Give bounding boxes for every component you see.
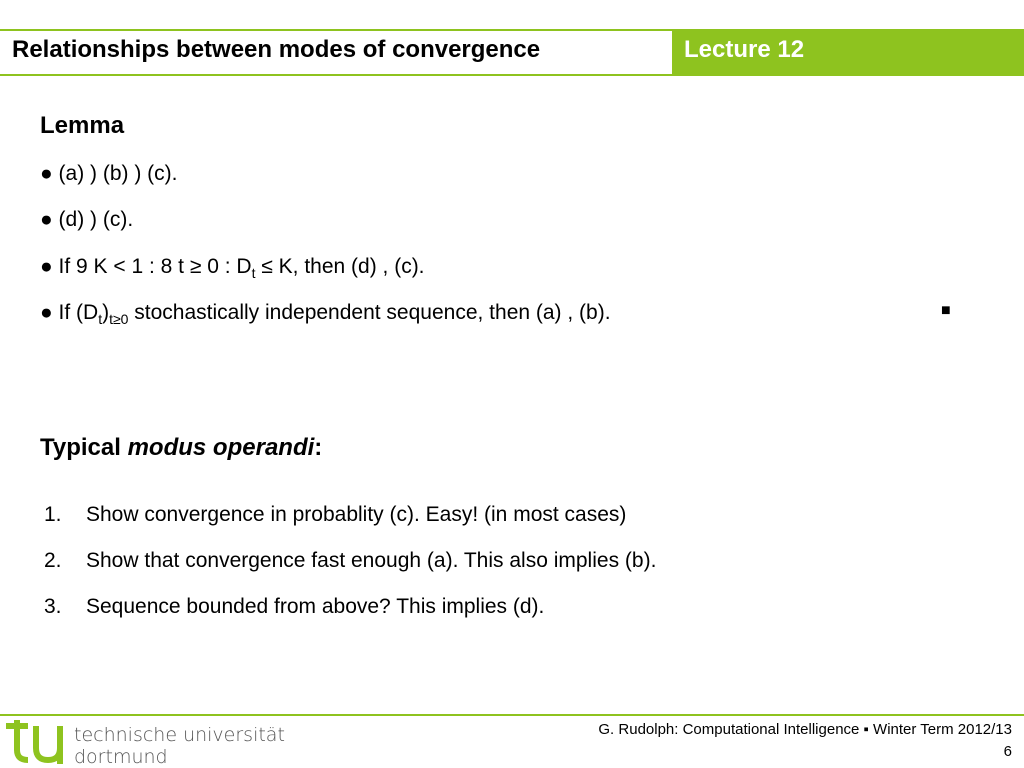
footer-divider (0, 714, 1024, 716)
qed-square-icon: ■ (941, 302, 951, 319)
university-name (74, 724, 285, 768)
bullet-text: ● If (D (40, 301, 99, 324)
bullet-text: ) (102, 301, 110, 324)
step-text: Show that convergence fast enough (a). This also implies (b). (86, 549, 657, 572)
bullet-text: ≤ K, then (d) , (c). (255, 255, 425, 278)
footer-credit: G. Rudolph: Computational Intelligence ▪ Winter Term 2012/13 (598, 721, 1012, 738)
lemma-bullet (40, 255, 425, 281)
subscript: t≥0 (109, 311, 129, 327)
step-text: Sequence bounded from above? This implies (d). (86, 595, 545, 618)
lecture-label: Lecture 12 (684, 36, 805, 63)
lemma-bullet (40, 301, 611, 327)
slide-title: Relationships between modes of convergence (12, 36, 541, 63)
university-line: dortmund (74, 746, 168, 768)
heading-italic: modus operandi (127, 434, 315, 461)
lemma-heading: Lemma (40, 112, 125, 139)
university-line: technische universität (74, 724, 285, 746)
step-number: 2. (44, 549, 62, 572)
step-text: Show convergence in probablity (c). Easy! (in most cases) (86, 503, 627, 526)
subscript: t (251, 265, 256, 281)
page-number: 6 (1003, 743, 1012, 760)
heading-colon: : (314, 434, 323, 461)
heading-text: Typical (40, 434, 128, 461)
lemma-bullet: ● (a) ) (b) ) (c). (40, 162, 178, 185)
header-divider (0, 74, 1024, 76)
step-number: 1. (44, 503, 62, 526)
bullet-text: stochastically independent sequence, then (a) , (b). (128, 301, 611, 324)
modus-heading (40, 434, 322, 462)
subscript: t (98, 311, 103, 327)
step-number: 3. (44, 595, 62, 618)
bullet-text: ● If 9 K < 1 : 8 t ≥ 0 : D (40, 255, 252, 278)
tu-logo-icon (2, 716, 70, 766)
lemma-bullet: ● (d) ) (c). (40, 208, 134, 231)
